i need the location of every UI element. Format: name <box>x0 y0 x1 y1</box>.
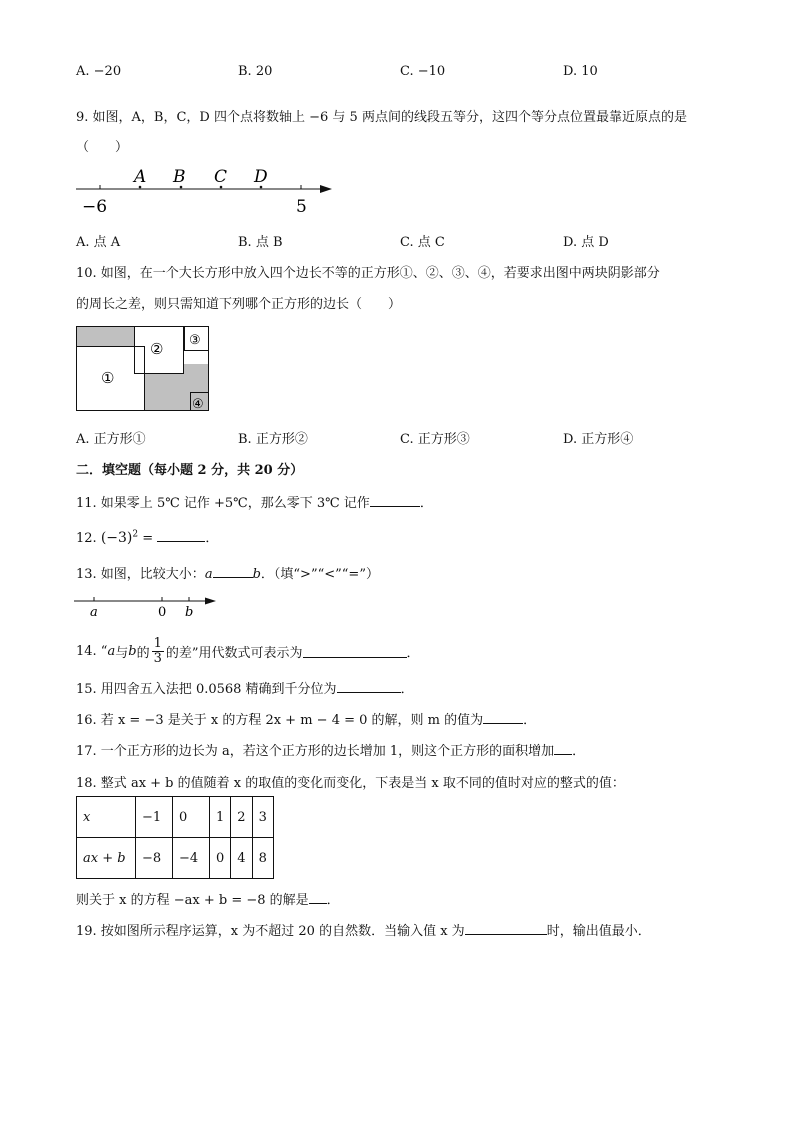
q19-question <box>76 920 651 939</box>
q13-var-a: a <box>204 567 213 582</box>
point-d-label: D <box>254 167 268 187</box>
q18-after <box>76 889 340 908</box>
square-2-label: ② <box>150 340 164 358</box>
q14-var-b: b <box>128 643 137 659</box>
q10-squares-figure <box>76 326 212 414</box>
q11-text: 11. 如果零上 5℃ 记作 +5℃，那么零下 3℃ 记作 <box>76 496 370 511</box>
point-c-label: C <box>214 167 228 187</box>
q13-var-b: b <box>252 567 261 582</box>
q17-end: ． <box>572 744 586 759</box>
table-cell: 0 <box>210 838 231 879</box>
q18-question: 18. 整式 ax + b 的值随着 x 的取值的变化而变化，下表是当 x 取不同的值时对应的整式的值： <box>76 776 625 791</box>
q14-frac-mid: 的 <box>136 645 150 661</box>
q10-option-b: B. 正方形② <box>238 432 308 447</box>
table-cell: 3 <box>252 797 273 838</box>
q13-label-0: 0 <box>158 605 167 620</box>
q14-answer-blank[interactable] <box>303 645 407 658</box>
q19-end: 时，输出值最小． <box>546 924 651 939</box>
table-cell: 2 <box>231 797 252 838</box>
table-cell: 1 <box>210 797 231 838</box>
q16-question <box>76 709 536 728</box>
q13-text-a: 13. 如图，比较大小： <box>76 567 205 582</box>
q14-end: ． <box>406 645 420 661</box>
q9-option-c: C. 点 C <box>400 235 445 250</box>
q14-fraction <box>152 637 164 666</box>
table-cell: x <box>77 797 136 838</box>
table-cell: 4 <box>231 838 252 879</box>
q12-question <box>76 527 218 546</box>
q16-text: 16. 若 x = −3 是关于 x 的方程 2x + m − 4 = 0 的解，则 m 的值为 <box>76 713 484 728</box>
right-end-value: 5 <box>296 197 307 217</box>
q13-question <box>76 563 379 582</box>
q10-option-d: D. 正方形④ <box>563 432 634 447</box>
q8-option-a: A. −20 <box>76 64 122 79</box>
q12-prefix: 12. <box>76 531 97 546</box>
point-a-label: A <box>134 167 147 187</box>
q16-answer-blank[interactable] <box>483 711 523 724</box>
q14-var-a: a <box>107 643 116 659</box>
section-heading: 二．填空题（每小题 2 分，共 20 分） <box>76 463 304 478</box>
square-3-label: ③ <box>189 333 201 348</box>
q10-question-line1: 10. 如图，在一个大长方形中放入四个边长不等的正方形①、②、③、④，若要求出图中两块阴影部分 <box>76 266 660 281</box>
q14-mid: 与 <box>115 645 129 661</box>
table-cell: −4 <box>173 838 210 879</box>
q11-answer-blank[interactable] <box>370 494 420 507</box>
q14-prefix: 14. “ <box>76 643 108 659</box>
q9-number-line <box>70 160 350 220</box>
q12-expression: (−3) <box>100 530 133 546</box>
q17-answer-blank[interactable] <box>554 742 572 755</box>
q17-text: 17. 一个正方形的边长为 a，若这个正方形的边长增加 1，则这个正方形的面积增加 <box>76 744 555 759</box>
q10-option-a: A. 正方形① <box>76 432 146 447</box>
q13-label-b: b <box>185 605 194 620</box>
q15-text: 15. 用四舍五入法把 0.0568 精确到千分位为 <box>76 682 337 697</box>
q18-after-text: 则关于 x 的方程 −ax + b = −8 的解是 <box>76 893 309 908</box>
q9-question: 9. 如图，A，B，C，D 四个点将数轴上 −6 与 5 两点间的线段五等分，这四个等分点位置最靠近原点的是 <box>76 110 687 125</box>
q9-option-b: B. 点 B <box>238 235 283 250</box>
q9-paren: （ ） <box>76 140 129 155</box>
q16-end: ． <box>523 713 537 728</box>
q17-question <box>76 740 585 759</box>
q9-option-d: D. 点 D <box>563 235 609 250</box>
square-4-label: ④ <box>192 397 204 412</box>
q13-number-line <box>74 592 224 620</box>
q15-end: ． <box>400 682 414 697</box>
square-1-label: ① <box>101 369 115 387</box>
q11-end: ． <box>419 496 433 511</box>
q13-label-a: a <box>90 605 98 620</box>
q15-question <box>76 678 414 697</box>
q9-option-a: A. 点 A <box>76 235 121 250</box>
table-row <box>77 838 274 879</box>
q19-answer-blank[interactable] <box>465 922 547 935</box>
q14-rest: 的差”用代数式可表示为 <box>165 645 303 661</box>
q14-frac-num: 1 <box>153 635 162 651</box>
point-b-label: B <box>173 167 186 187</box>
q10-option-c: C. 正方形③ <box>400 432 470 447</box>
q19-text: 19. 按如图所示程序运算，x 为不超过 20 的自然数．当输入值 x 为 <box>76 924 465 939</box>
q10-question-line2: 的周长之差，则只需知道下列哪个正方形的边长（ ） <box>76 297 402 312</box>
q14-frac-den: 3 <box>153 650 162 666</box>
table-row <box>77 797 274 838</box>
table-cell: −1 <box>136 797 173 838</box>
q8-option-c: C. −10 <box>400 64 446 79</box>
table-cell: ax + b <box>77 838 136 879</box>
table-cell: 8 <box>252 838 273 879</box>
q13-text-b: ．（填“>”“<”“=”） <box>260 567 379 582</box>
q12-end: ． <box>205 531 219 546</box>
q12-exponent: 2 <box>132 529 139 540</box>
q13-answer-blank[interactable] <box>213 565 253 578</box>
q18-value-table <box>76 796 274 879</box>
q12-answer-blank[interactable] <box>157 529 205 542</box>
q18-end: ． <box>326 893 340 908</box>
left-end-value: −6 <box>82 197 108 217</box>
q18-answer-blank[interactable] <box>309 891 327 904</box>
table-cell: −8 <box>136 838 173 879</box>
table-cell: 0 <box>173 797 210 838</box>
q12-equals: = <box>142 531 154 546</box>
q11-question <box>76 492 433 511</box>
q8-option-d: D. 10 <box>563 64 598 79</box>
q14-question <box>76 633 420 669</box>
q15-answer-blank[interactable] <box>337 680 401 693</box>
q8-option-b: B. 20 <box>238 64 273 79</box>
